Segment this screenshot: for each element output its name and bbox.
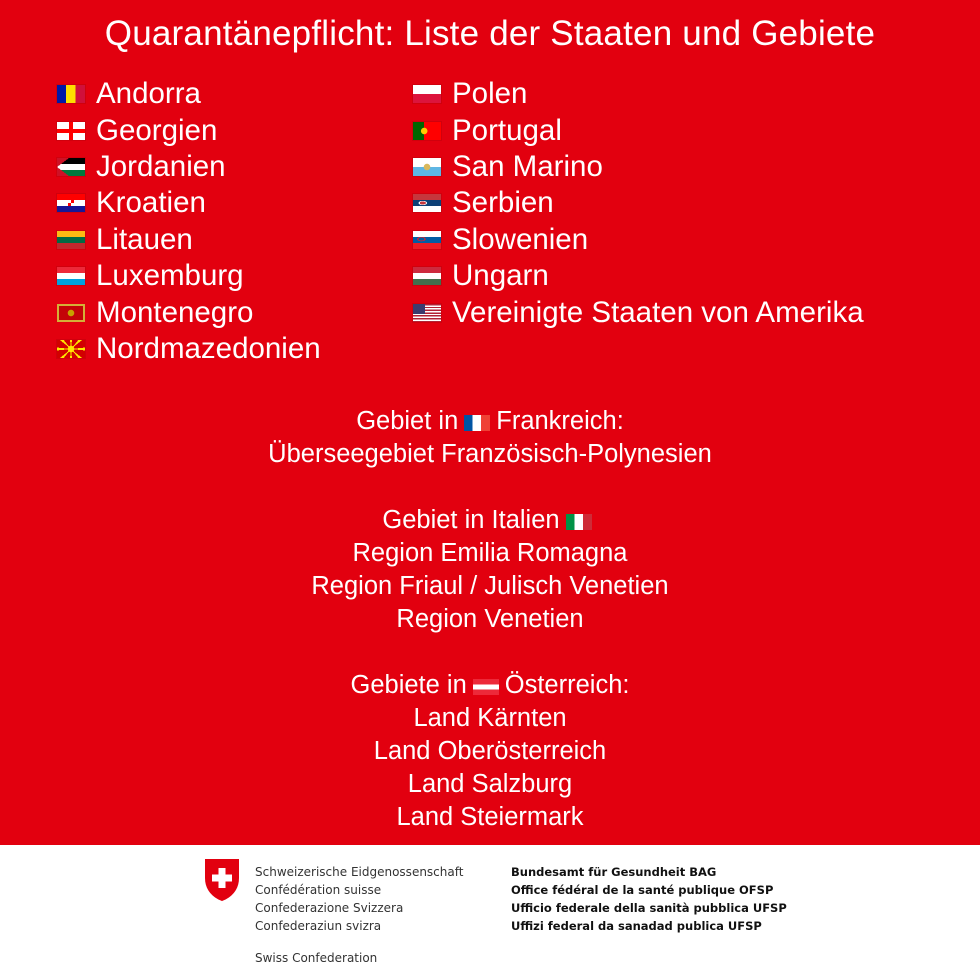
country-item bbox=[413, 149, 864, 185]
san-marino-flag-icon bbox=[413, 158, 441, 176]
north-macedonia-flag-icon bbox=[57, 340, 85, 358]
country-item bbox=[413, 258, 864, 294]
country-name: Serbien bbox=[452, 186, 554, 220]
italy-region: Region Emilia Romagna bbox=[352, 539, 628, 567]
swiss-confederation-label: Swiss Confederation bbox=[255, 951, 378, 965]
country-name: San Marino bbox=[452, 149, 603, 183]
country-item bbox=[413, 112, 864, 148]
slovenia-flag-icon bbox=[413, 231, 441, 249]
georgia-flag-icon bbox=[57, 122, 85, 140]
country-item bbox=[57, 149, 321, 185]
country-item bbox=[57, 222, 321, 258]
country-name: Litauen bbox=[96, 222, 193, 256]
austria-region: Land Kärnten bbox=[413, 704, 567, 732]
country-name: Jordanien bbox=[96, 149, 226, 183]
footer bbox=[0, 845, 980, 980]
luxembourg-flag-icon bbox=[57, 267, 85, 285]
usa-flag-icon bbox=[413, 304, 441, 322]
office-line: Ufficio federale della sanità pubblica UFSP bbox=[511, 901, 787, 915]
austria-section bbox=[0, 669, 980, 834]
france-section bbox=[0, 405, 980, 471]
austria-region: Land Steiermark bbox=[396, 803, 584, 831]
country-item bbox=[57, 331, 321, 367]
poster-title: Quarantänepflicht: Liste der Staaten und Gebiete bbox=[104, 14, 876, 53]
france-prefix: Gebiet in bbox=[356, 407, 459, 435]
confederation-line: Schweizerische Eidgenossenschaft bbox=[255, 865, 464, 879]
italy-heading-text: Gebiet in Italien bbox=[382, 506, 560, 534]
italy-heading bbox=[0, 504, 980, 537]
italy-region: Region Venetien bbox=[396, 605, 584, 633]
country-name: Polen bbox=[452, 77, 528, 111]
country-name: Kroatien bbox=[96, 186, 206, 220]
italy-flag-icon bbox=[566, 514, 592, 530]
austria-region: Land Salzburg bbox=[407, 770, 573, 798]
lithuania-flag-icon bbox=[57, 231, 85, 249]
country-list-left bbox=[57, 76, 321, 367]
jordan-flag-icon bbox=[57, 158, 85, 176]
france-region: Überseegebiet Französisch-Polynesien bbox=[268, 440, 712, 468]
country-item bbox=[57, 185, 321, 221]
country-name: Slowenien bbox=[452, 222, 589, 256]
hungary-flag-icon bbox=[413, 267, 441, 285]
country-item bbox=[413, 222, 864, 258]
country-item bbox=[413, 76, 864, 112]
country-name: Georgien bbox=[96, 113, 218, 147]
france-heading bbox=[0, 405, 980, 438]
country-item bbox=[413, 294, 864, 330]
montenegro-flag-icon bbox=[57, 304, 85, 322]
country-item bbox=[57, 294, 321, 330]
country-item bbox=[57, 112, 321, 148]
france-flag-icon bbox=[464, 415, 490, 431]
country-name: Luxemburg bbox=[96, 259, 244, 293]
country-name: Nordmazedonien bbox=[96, 331, 321, 365]
austria-heading bbox=[0, 669, 980, 702]
italy-section bbox=[0, 504, 980, 636]
andorra-flag-icon bbox=[57, 85, 85, 103]
portugal-flag-icon bbox=[413, 122, 441, 140]
office-line: Bundesamt für Gesundheit BAG bbox=[511, 865, 717, 879]
austria-name: Österreich: bbox=[504, 671, 630, 699]
country-name: Portugal bbox=[452, 113, 562, 147]
france-name: Frankreich: bbox=[496, 407, 624, 435]
country-name: Montenegro bbox=[96, 295, 254, 329]
swiss-coat-of-arms-icon bbox=[204, 858, 240, 902]
confederation-line: Confederazione Svizzera bbox=[255, 901, 404, 915]
office-line: Office fédéral de la santé publique OFSP bbox=[511, 883, 774, 897]
country-name: Ungarn bbox=[452, 259, 549, 293]
office-line: Uffizi federal da sanadad publica UFSP bbox=[511, 919, 762, 933]
austria-flag-icon bbox=[473, 679, 499, 695]
country-list-right bbox=[413, 76, 864, 331]
country-item bbox=[57, 258, 321, 294]
poland-flag-icon bbox=[413, 85, 441, 103]
confederation-names bbox=[255, 863, 463, 935]
serbia-flag-icon bbox=[413, 194, 441, 212]
italy-region: Region Friaul / Julisch Venetien bbox=[311, 572, 669, 600]
country-item bbox=[413, 185, 864, 221]
country-name: Vereinigte Staaten von Amerika bbox=[452, 295, 864, 329]
country-item bbox=[57, 76, 321, 112]
austria-region: Land Oberösterreich bbox=[373, 737, 607, 765]
confederation-line: Confederaziun svizra bbox=[255, 919, 382, 933]
austria-prefix: Gebiete in bbox=[350, 671, 467, 699]
croatia-flag-icon bbox=[57, 194, 85, 212]
confederation-line: Confédération suisse bbox=[255, 883, 382, 897]
country-name: Andorra bbox=[96, 77, 201, 111]
office-names bbox=[511, 863, 787, 935]
